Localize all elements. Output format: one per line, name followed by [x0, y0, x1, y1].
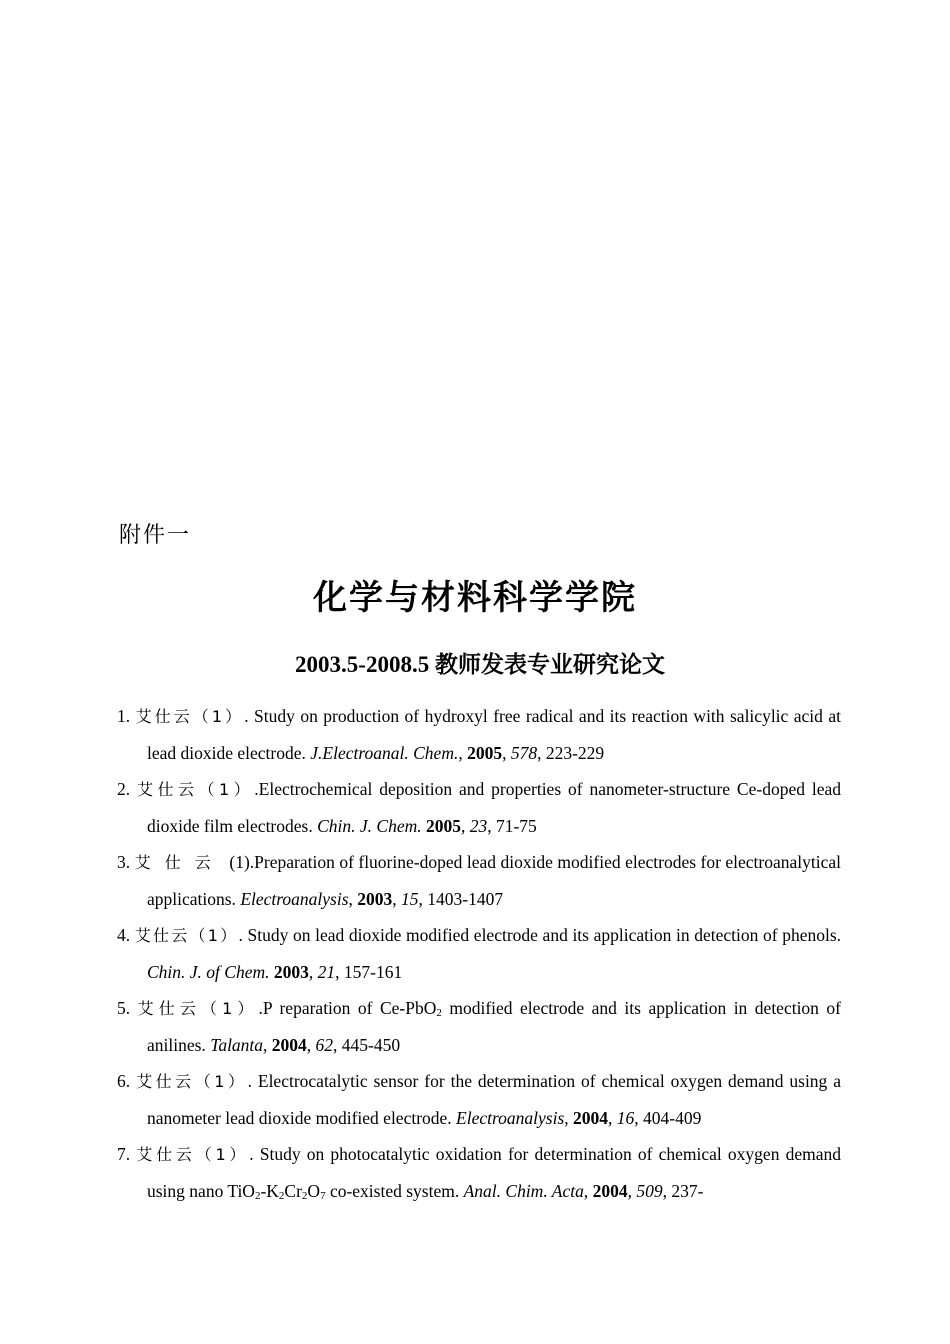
- ref-author: 艾仕云（1）: [135, 707, 245, 726]
- ref-volume: 15: [401, 889, 419, 909]
- ref-number: 3.: [117, 852, 131, 872]
- reference-item-1: [117, 698, 841, 771]
- ref-sep: ,: [392, 889, 402, 909]
- ref-subscript: 7: [320, 1190, 326, 1202]
- ref-journal: Electroanalysis: [240, 889, 349, 909]
- ref-number: 7.: [117, 1144, 131, 1164]
- ref-subscript: 2: [301, 1190, 308, 1202]
- ref-text: . Study on lead dioxide modified electrode and its application in detection of phenols.: [238, 925, 842, 945]
- ref-pages: , 1403-1407: [418, 889, 504, 909]
- reference-item-2: [117, 771, 841, 844]
- ref-volume: 578: [510, 743, 538, 763]
- subtitle-period: 2003.5-2008.5: [295, 652, 430, 677]
- ref-sep: ,: [583, 1181, 593, 1201]
- ref-journal: Chin. J. Chem.: [317, 816, 422, 836]
- ref-subscript: 2: [436, 1007, 442, 1019]
- ref-sep: ,: [308, 962, 318, 982]
- ref-year: 2004: [573, 1108, 609, 1128]
- ref-sep: ,: [627, 1181, 637, 1201]
- ref-sep: ,: [306, 1035, 316, 1055]
- ref-volume: 23: [469, 816, 488, 836]
- ref-journal: Anal. Chim. Acta: [463, 1181, 584, 1201]
- ref-text: Cr: [284, 1181, 302, 1201]
- ref-text: (1).Preparation of fluorine-doped lead dioxide modified electrodes for electroanalytical applications.: [147, 852, 841, 909]
- ref-subscript: 2: [254, 1190, 261, 1202]
- ref-journal: Chin. J. of Chem.: [147, 962, 270, 982]
- ref-volume: 16: [616, 1108, 635, 1128]
- ref-sep: ,: [263, 1035, 272, 1055]
- ref-sep: ,: [564, 1108, 574, 1128]
- ref-author: 艾仕云（1）: [136, 1145, 250, 1164]
- ref-author: 艾仕云（1）: [137, 999, 259, 1018]
- ref-number: 6.: [117, 1071, 131, 1091]
- ref-volume: 21: [317, 962, 336, 982]
- page-title: 化学与材料科学学院: [313, 578, 637, 618]
- ref-year: 2004: [271, 1035, 307, 1055]
- ref-sep: ,: [458, 743, 468, 763]
- ref-pages: , 445-450: [333, 1035, 401, 1055]
- ref-text: co-existed system.: [325, 1181, 464, 1201]
- reference-item-7: [117, 1136, 841, 1209]
- ref-volume: 509: [636, 1181, 663, 1201]
- annex-label: 附件一: [119, 523, 192, 548]
- ref-sep: ,: [608, 1108, 617, 1128]
- ref-pages: , 404-409: [634, 1108, 702, 1128]
- ref-number: 1.: [117, 706, 131, 726]
- ref-volume: 62: [315, 1035, 334, 1055]
- ref-year: 2005: [467, 743, 503, 763]
- page-subtitle: [0, 646, 950, 679]
- ref-pages: , 237-: [662, 1181, 704, 1201]
- ref-text: .Electrochemical deposition and properties of nanometer-structure Ce-doped lead dioxide film electrodes.: [147, 779, 841, 836]
- ref-number: 4.: [117, 925, 131, 945]
- ref-journal: Electroanalysis: [456, 1108, 565, 1128]
- ref-author: 艾仕云（1）: [137, 780, 255, 799]
- ref-sep: ,: [502, 743, 511, 763]
- reference-item-6: [117, 1063, 841, 1136]
- reference-item-4: [117, 917, 841, 990]
- ref-author: 艾仕云: [134, 853, 225, 872]
- ref-journal: J.Electroanal. Chem.: [310, 743, 459, 763]
- ref-author: 艾仕云（1）: [134, 926, 239, 945]
- ref-text: . Study on photocatalytic oxidation for determination of chemical oxygen demand using nano TiO: [147, 1144, 842, 1201]
- ref-text: . Electrocatalytic sensor for the determination of chemical oxygen demand using a nanometer lead dioxide modified electrode.: [147, 1071, 842, 1128]
- reference-list: [117, 698, 841, 1209]
- ref-text: .P reparation of Ce-PbO: [258, 998, 437, 1018]
- ref-year: 2004: [592, 1181, 628, 1201]
- reference-item-3: [117, 844, 841, 917]
- ref-year: 2003: [273, 962, 309, 982]
- ref-text: modified electrode and its application in detection of anilines.: [147, 998, 842, 1055]
- reference-item-5: [117, 990, 841, 1063]
- ref-number: 2.: [117, 779, 131, 799]
- ref-number: 5.: [117, 998, 131, 1018]
- ref-journal: Talanta: [210, 1035, 264, 1055]
- ref-pages: , 71-75: [487, 816, 537, 836]
- ref-year: 2005: [425, 816, 461, 836]
- ref-pages: , 157-161: [335, 962, 403, 982]
- ref-sep: ,: [348, 889, 358, 909]
- ref-author: 艾仕云（1）: [136, 1072, 248, 1091]
- ref-sep: ,: [460, 816, 470, 836]
- ref-text: -K: [260, 1181, 279, 1201]
- ref-subscript: 2: [278, 1190, 285, 1202]
- ref-pages: , 223-229: [537, 743, 605, 763]
- ref-year: 2003: [357, 889, 393, 909]
- subtitle-text: 教师发表专业研究论文: [434, 651, 665, 678]
- ref-text: . Study on production of hydroxyl free radical and its reaction with salicylic acid at lead dioxide electrode.: [147, 706, 841, 763]
- ref-text: O: [307, 1181, 321, 1201]
